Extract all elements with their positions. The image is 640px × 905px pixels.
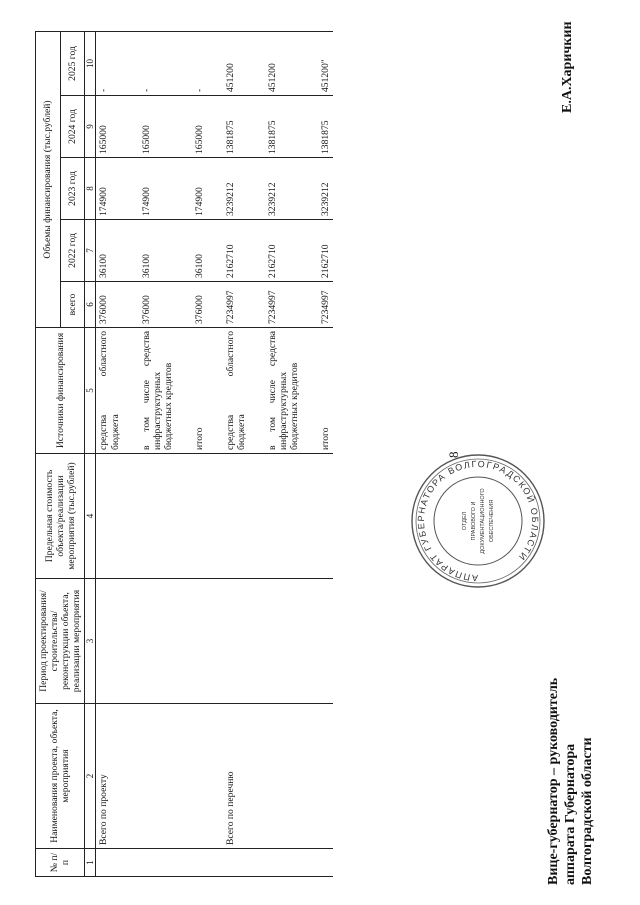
value-cell: 3239212 <box>223 158 249 220</box>
stamp-inner-line: ДОКУМЕНТАЦИОННОГО <box>480 488 486 554</box>
source-cell: средства областного бюджета <box>223 328 249 454</box>
stamp-outer-text: АППАРАТ ГУБЕРНАТОРА ВОЛГОГРАДСКОЙ ОБЛАСТИ <box>415 458 541 584</box>
value-cell: 451200 <box>265 32 302 96</box>
value-cell: 36100 <box>192 220 207 282</box>
group-label: Всего по перечню <box>223 704 333 849</box>
value-cell: 451200" <box>318 32 333 96</box>
header-2023: 2023 год <box>60 158 85 220</box>
value-cell: - <box>192 32 207 96</box>
col-index: 3 <box>85 579 96 704</box>
value-cell: 376000 <box>192 282 207 328</box>
col-index: 7 <box>85 220 96 282</box>
page-number: 8 <box>446 451 461 458</box>
value-cell: 7234997 <box>265 282 302 328</box>
value-cell: 7234997 <box>223 282 249 328</box>
header-2022: 2022 год <box>60 220 85 282</box>
value-cell: 1381875 <box>223 96 249 158</box>
value-cell: 1381875 <box>318 96 333 158</box>
value-cell: - <box>96 32 123 96</box>
header-source: Источники финансирования <box>36 328 85 454</box>
col-index: 1 <box>85 849 96 877</box>
table-row <box>223 32 249 877</box>
col-index: 8 <box>85 158 96 220</box>
signer-name: Е.А.Харичкин <box>560 21 575 113</box>
header-volumes: Объемы финансирования (тыс.рублей) <box>36 32 61 328</box>
col-index: 2 <box>85 704 96 849</box>
header-name: Наименования проекта, объекта, мероприятия <box>36 704 85 849</box>
value-cell: 7234997 <box>318 282 333 328</box>
value-cell: 1381875 <box>265 96 302 158</box>
value-cell: 3239212 <box>318 158 333 220</box>
header-num: № п/п <box>36 849 85 877</box>
value-cell: 2162710 <box>223 220 249 282</box>
source-cell: в том числе средства инфраструктурных бюджетных кредитов <box>139 328 176 454</box>
value-cell: 451200 <box>223 32 249 96</box>
header-period: Период проектирования/ строительства/ реконструкции объекта, реализации мероприятия <box>36 579 85 704</box>
table-row <box>96 32 123 877</box>
stamp-inner-line: ОТДЕЛ <box>462 511 468 531</box>
header-cost: Предельная стоимость объекта/реализации мероприятия (тыс.рублей) <box>36 454 85 579</box>
col-index: 5 <box>85 328 96 454</box>
value-cell: 2162710 <box>318 220 333 282</box>
col-index: 9 <box>85 96 96 158</box>
col-index: 10 <box>85 32 96 96</box>
source-cell: итого <box>318 328 333 454</box>
value-cell: 36100 <box>96 220 123 282</box>
value-cell: 174900 <box>139 158 176 220</box>
value-cell: 174900 <box>192 158 207 220</box>
source-cell: итого <box>192 328 207 454</box>
group-label: Всего по проекту <box>96 704 223 849</box>
official-stamp <box>408 451 548 591</box>
value-cell: 165000 <box>192 96 207 158</box>
signer-title-line: Вице-губернатор – руководитель <box>546 677 561 885</box>
col-index: 4 <box>85 454 96 579</box>
value-cell: 2162710 <box>265 220 302 282</box>
signature-block <box>545 455 596 885</box>
value-cell: 36100 <box>139 220 176 282</box>
signer-title-line: аппарата Губернатора <box>563 743 578 885</box>
value-cell: 165000 <box>96 96 123 158</box>
header-2024: 2024 год <box>60 96 85 158</box>
signer-title-line: Волгоградской области <box>580 737 595 885</box>
value-cell: 376000 <box>139 282 176 328</box>
value-cell: 376000 <box>96 282 123 328</box>
header-total: всего <box>60 282 85 328</box>
value-cell: 3239212 <box>265 158 302 220</box>
value-cell: - <box>139 32 176 96</box>
stamp-inner-line: ОБЕСПЕЧЕНИЯ <box>489 499 495 543</box>
source-cell: средства областного бюджета <box>96 328 123 454</box>
value-cell: 174900 <box>96 158 123 220</box>
col-index: 6 <box>85 282 96 328</box>
stamp-inner-line: ПРАВОВОГО И <box>471 501 477 541</box>
source-cell: в том числе средства инфраструктурных бюджетных кредитов <box>265 328 302 454</box>
header-2025: 2025 год <box>60 32 85 96</box>
value-cell: 165000 <box>139 96 176 158</box>
financing-table <box>35 31 333 877</box>
